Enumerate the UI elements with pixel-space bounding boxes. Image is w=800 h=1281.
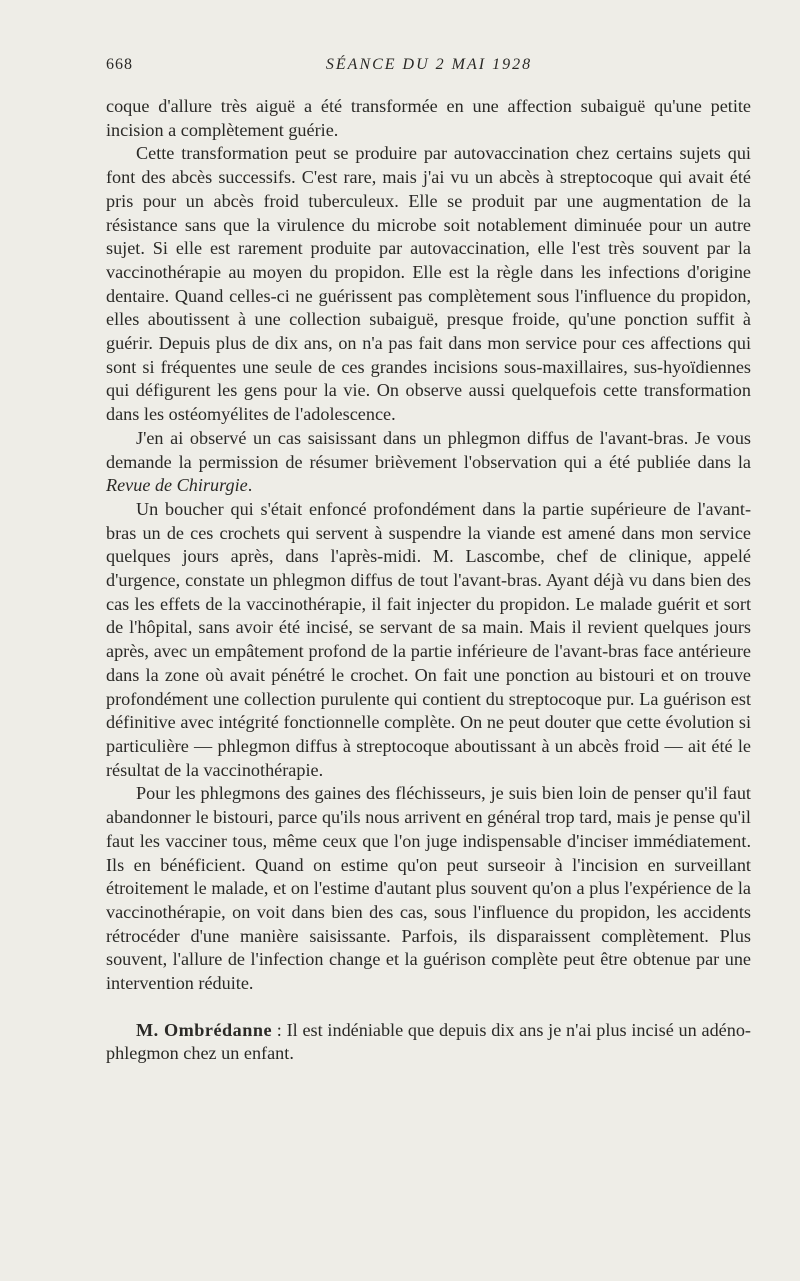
page-number: 668 xyxy=(106,56,133,73)
paragraph-case-report: Un boucher qui s'était enfoncé profondément dans la partie supérieure de l'avant-bras un de ces crochets qui servent à suspendre la viande est amené dans mon service quelques jours après, dans l'après-midi. M. Lascombe, chef de clinique, appelé d'urgence, constate un phlegmon diffus de tout l'avant-bras. Ayant déjà vu dans bien des cas les effets de la vaccinothérapie, il fait injecter du propidon. Le malade guérit et sort de l'hôpital, sans avoir été incisé, se servant de sa main. Mais il revient quelques jours après, avec un empâtement profond de la partie inférieure de l'avant-bras face antérieure dans la zone où avait pénétré le crochet. On fait une ponction au bistouri et on trouve profondément une collection purulente qui contient du streptocoque pur. La guérison est définitive avec intégrité fonctionnelle complète. On ne peut douter que cette évolution si particulière — phlegmon diffus à streptocoque aboutissant à un abcès froid — ait été le résultat de la vaccinothérapie. xyxy=(106,498,751,780)
header-title: SÉANCE DU 2 MAI 1928 xyxy=(325,56,533,73)
journal-title: Revue de Chirurgie xyxy=(106,475,248,496)
speaker-name: M. Ombrédanne xyxy=(136,1019,273,1040)
case-intro-end: . xyxy=(247,475,253,496)
paragraph-flexor-sheaths: Pour les phlegmons des gaines des fléchisseurs, je suis bien loin de penser qu'il faut abandonner le bistouri, parce qu'ils nous arrivent en général trop tard, mais je pense qu'il faut les vacciner tous, même ceux que l'on juge indispensable d'inciser immédiatement. Ils en bénéficient. Quand on estime qu'on peut surseoir à l'incision en surveillant étroitement le malade, et on l'estime d'autant plus souvent qu'on a plus l'expérience de la vaccinothérapie, on voit dans bien des cas, sous l'influence du propidon, les accidents rétrocéder d'une manière saisissante. Parfois, ils disparaissent complètement. Plus souvent, l'allure de l'infection change et la guérison complète peut être obtenue par une intervention réduite. xyxy=(106,783,751,994)
paragraph-case-intro xyxy=(106,427,751,498)
paragraph-continued: coque d'allure très aiguë a été transformée en une affection subaiguë qu'une petite incision a complètement guérie. xyxy=(106,96,751,140)
paragraph-autovaccination: Cette transformation peut se produire par autovaccination chez certains sujets qui font des abcès successifs. C'est rare, mais j'ai vu un abcès à streptocoque qui avait été pris pour un abcès froid tuberculeux. Elle se produit par une augmentation de la résistance sans que la virulence du microbe soit notablement diminuée pour un autre sujet. Si elle est rarement produite par autovaccination, elle l'est très souvent par la vaccinothérapie au moyen du propidon. Elle est la règle dans les infections d'origine dentaire. Quand celles-ci ne guérissent pas complètement sous l'influence du propidon, elles aboutissent à une collection subaiguë, presque froide, qu'une ponction suffit à guérir. Depuis plus de dix ans, on n'a pas fait dans mon service pour ces affections qui sont si fréquentes une seule de ces grandes incisions sous-maxillaires, sus-hyoïdiennes qui défigurent les gens pour la vie. On observe aussi quelquefois cette transformation dans les ostéomyélites de l'adolescence. xyxy=(106,143,751,425)
body-text xyxy=(106,95,751,1066)
case-intro-text: J'en ai observé un cas saisissant dans un phlegmon diffus de l'avant-bras. Je vous demande la permission de résumer brièvement l'observation qui a été publiée dans la xyxy=(106,427,751,472)
running-head xyxy=(106,56,752,80)
paragraph-remark xyxy=(106,1019,751,1066)
remark-text: : Il est indéniable que depuis dix ans je n'ai plus incisé un adéno-phlegmon chez un enfant. xyxy=(106,1019,751,1064)
